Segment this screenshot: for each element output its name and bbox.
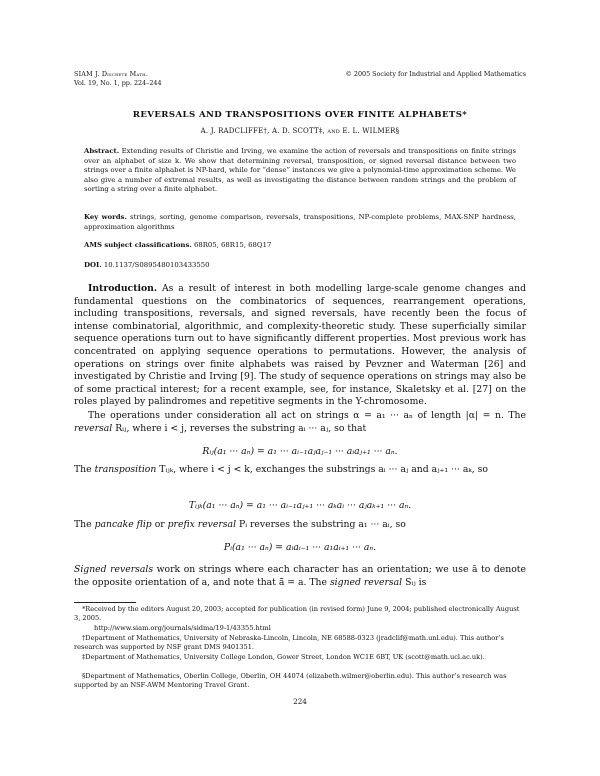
abstract-text: Extending results of Christie and Irving, we examine the action of reversals and transpositions on finite strings over an alphabet of size k. We show that determining reversal, transposition, or signed reversal distance between two strings over a finite alphabet is NP-hard, while for “dense” instances we give a polynomial-time approximation scheme. We also give a number of extremal results, as well as investigating the distance between random strings and the problem of sorting a string over a finite alphabet. (84, 147, 516, 194)
footnote-wilmer: §Department of Mathematics, Oberlin College, Oberlin, OH 44074 (elizabeth.wilmer@oberlin.edu). This author’s research was supported by an NSF-AWM Mentoring Travel Grant. (74, 672, 507, 690)
prefix-reversal-term: prefix reversal (167, 519, 237, 530)
page-number: 224 (293, 697, 307, 706)
footnote-scott: ‡Department of Mathematics, University College London, Gower Street, London WC1E 6BT, UK (scott@math.ucl.ac.uk). (82, 653, 485, 661)
equation-prefix: Pᵢ(a₁ ··· aₙ) = aᵢaᵢ₋₁ ··· a₁aᵢ₊₁ ··· aₙ. (223, 542, 377, 553)
footnote-radcliffe: †Department of Mathematics, University of Nebraska-Lincoln, Lincoln, NE 68588-0323 (jradclif@math.unl.edu). This author’s research was supported by NSF grant DMS 9401351. (74, 634, 504, 652)
intro-p3b-text: Tᵢⱼₖ, where i < j < k, exchanges the substrings aᵢ ··· aⱼ and aⱼ₊₁ ··· aₖ, so (159, 464, 488, 475)
journal-name: SIAM J. Discrete Math. (74, 70, 149, 78)
intro-p3a-text: The (74, 464, 92, 475)
doi-label: DOI. (84, 261, 102, 269)
ams-text: 68R05, 68R15, 68Q17 (193, 241, 272, 249)
author-list: A. J. RADCLIFFE†, A. D. SCOTT‡, and E. L. WILMER§ (200, 127, 400, 135)
doi-text: 10.1137/S0895480103433550 (103, 261, 210, 269)
doi (84, 261, 516, 271)
intro-p4b-text: Pᵢ reverses the substring a₁ ··· aᵢ, so (238, 519, 406, 530)
intro-paragraph-3 (74, 464, 526, 477)
signed-reversal-term: signed reversal (329, 576, 403, 588)
intro-p1-text: As a result of interest in both modelling large-scale genome changes and fundamental questions on the combinatorics of sequences, rearrangement operations, including transpositions, reversals, and signed reversals, have recently been the focus of intense combinatorial, algorithmic, and complexity-theoretic study. These superficially similar sequence operations turn out to have significantly different properties. Most previous work has concentrated on applying sequence operations to permutations. However, the analysis of operations on strings over finite alphabets was raised by Pevzner and Waterman [26] and investigated by Christie and Irving [9]. The study of sequence operations on strings may also be of some practical interest; for a recent example, see, for instance, Skaletsky et al. [27] on the roles played by palindromes and repetitive segments in the Y-chromosome. (74, 283, 526, 408)
copyright-notice: © 2005 Society for Industrial and Applied Mathematics (345, 70, 526, 78)
intro-p5a-text: work on strings where each character has an orientation; we use ā to denote the opposite orientation of a, and note that ā̄ = a. The (74, 564, 526, 588)
intro-p4-or: or (154, 519, 165, 530)
equation-reversal: Rᵢⱼ(a₁ ··· aₙ) = a₁ ··· aᵢ₋₁aⱼaⱼ₋₁ ··· aᵢaⱼ₊₁ ··· aₙ. (202, 446, 398, 457)
footnote-url: http://www.siam.org/journals/sidma/19-1/43355.html (94, 624, 271, 632)
keywords-text: strings, sorting, genome comparison, reversals, transpositions, NP-complete problems, MAX-SNP hardness, approximation algorithms (84, 213, 516, 231)
intro-p2b-text: Rᵢⱼ, where i < j, reverses the substring aᵢ ··· aⱼ, so that (115, 422, 367, 434)
intro-p5b-text: Sᵢⱼ is (405, 576, 427, 588)
intro-paragraph-1 (74, 283, 526, 409)
intro-heading: Introduction. (88, 283, 158, 294)
equation-transposition: Tᵢⱼₖ(a₁ ··· aₙ) = a₁ ··· aᵢ₋₁aⱼ₊₁ ··· aₖaᵢ ··· aⱼaₖ₊₁ ··· aₙ. (188, 500, 412, 511)
intro-p4a-text: The (74, 519, 92, 530)
signed-reversals-term: Signed reversals (74, 564, 154, 575)
footnote-received: *Received by the editors August 20, 2003; accepted for publication (in revised form) June 9, 2004; published electronically August 3, 2005. (74, 605, 520, 623)
reversal-term: reversal (74, 422, 113, 434)
transposition-term: transposition (94, 464, 157, 475)
ams-label: AMS subject classifications. (84, 241, 192, 249)
keywords (84, 213, 516, 232)
intro-paragraph-2 (74, 410, 526, 435)
abstract-label: Abstract. (84, 147, 120, 155)
abstract (84, 147, 516, 195)
pancake-term: pancake flip (94, 519, 152, 530)
intro-p2-text: The operations under consideration all act on strings α = a₁ ··· aₙ of length |α| = n. The (88, 410, 526, 421)
keywords-label: Key words. (84, 213, 127, 221)
paper-title: REVERSALS AND TRANSPOSITIONS OVER FINITE ALPHABETS* (132, 110, 468, 120)
footnote-rule (74, 602, 136, 603)
intro-paragraph-4 (74, 519, 526, 532)
intro-paragraph-5 (74, 564, 526, 589)
ams-classifications (84, 241, 516, 251)
journal-volume: Vol. 19, No. 1, pp. 224–244 (74, 79, 162, 87)
